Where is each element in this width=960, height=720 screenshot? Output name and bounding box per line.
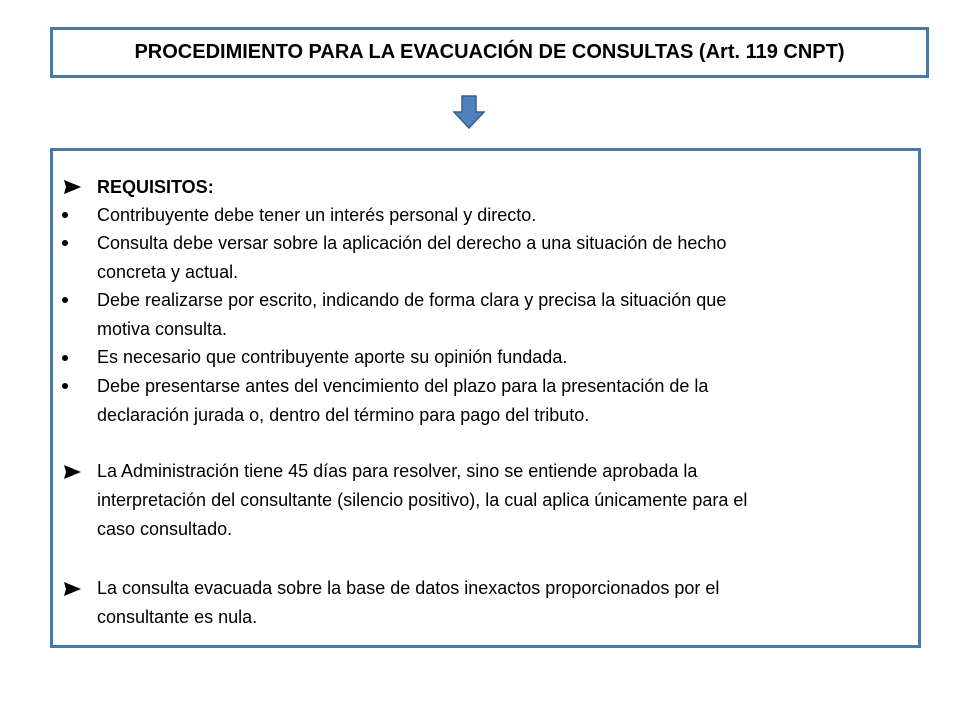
down-arrow-icon xyxy=(453,95,485,129)
requirement-line: Debe realizarse por escrito, indicando de forma clara y precisa la situación que xyxy=(97,290,727,310)
round-bullet-icon xyxy=(62,383,68,389)
arrowhead-bullet-icon xyxy=(64,180,81,194)
requirements-heading: REQUISITOS: xyxy=(97,177,214,197)
arrowhead-bullet-icon xyxy=(64,582,81,596)
requirement-line: Contribuyente debe tener un interés personal y directo. xyxy=(97,205,537,225)
note-line: interpretación del consultante (silencio positivo), la cual aplica únicamente para el xyxy=(97,490,748,510)
page-title: PROCEDIMIENTO PARA LA EVACUACIÓN DE CONSULTAS (Art. 119 CNPT) xyxy=(134,41,845,63)
round-bullet-icon xyxy=(62,297,68,303)
round-bullet-icon xyxy=(62,240,68,246)
note-line: La consulta evacuada sobre la base de datos inexactos proporcionados por el xyxy=(97,578,720,598)
requirement-line: Es necesario que contribuyente aporte su opinión fundada. xyxy=(97,347,568,367)
requirement-line: motiva consulta. xyxy=(97,319,228,339)
content-box xyxy=(50,148,921,648)
round-bullet-icon xyxy=(62,212,68,218)
requirement-line: declaración jurada o, dentro del término para pago del tributo. xyxy=(97,405,590,425)
requirement-line: Debe presentarse antes del vencimiento del plazo para la presentación de la xyxy=(97,376,709,396)
title-box xyxy=(50,27,929,78)
arrowhead-bullet-icon xyxy=(64,465,81,479)
round-bullet-icon xyxy=(62,355,68,361)
note-line: consultante es nula. xyxy=(97,607,258,627)
note-line: caso consultado. xyxy=(97,519,233,539)
requirement-line: Consulta debe versar sobre la aplicación del derecho a una situación de hecho xyxy=(97,233,727,253)
note-line: La Administración tiene 45 días para resolver, sino se entiende aprobada la xyxy=(97,461,698,481)
requirement-line: concreta y actual. xyxy=(97,262,239,282)
